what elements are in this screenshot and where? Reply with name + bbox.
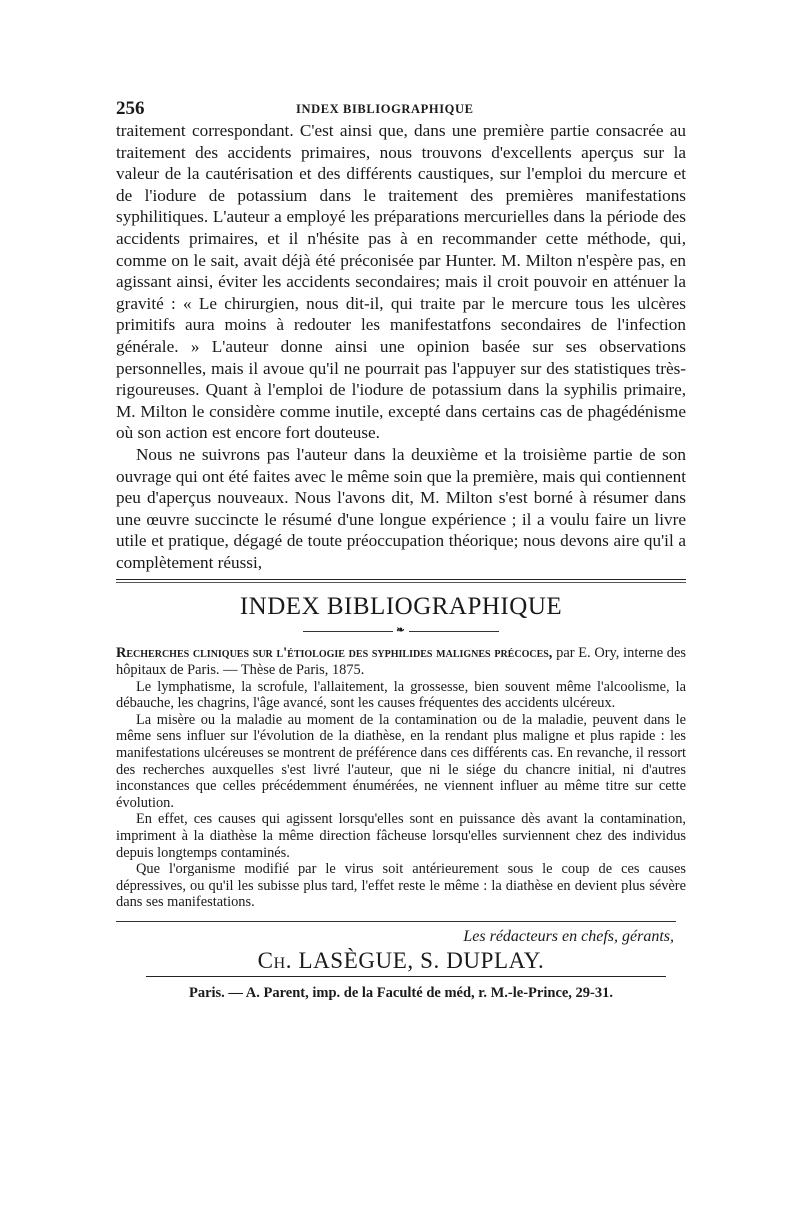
printer-imprint: Paris. — A. Parent, imp. de la Faculté de méd, r. M.-le-Prince, 29-31. [188, 984, 614, 1001]
section-divider [116, 579, 686, 583]
ornament-rule-left [303, 631, 393, 632]
footer-divider [116, 921, 676, 922]
ornament-icon: ❧ [396, 625, 406, 637]
page-number: 256 [116, 98, 145, 119]
editor-prefix: Ch. [257, 947, 293, 973]
page-header [116, 96, 686, 120]
running-head: INDEX BIBLIOGRAPHIQUE [296, 102, 474, 116]
entry-paragraph: En effet, ces causes qui agissent lorsqu'elles sont en puissance dès avant la contamination, impriment à la diathèse la même direction fâcheuse lorsqu'elles surviennent chez des individus depuis longtemps contaminés. [116, 811, 686, 861]
entry-author: par E. Ory, interne des hôpitaux de Paris. — Thèse de Paris, 1875. [116, 645, 686, 679]
entry-paragraph: Le lymphatisme, la scrofule, l'allaitement, la grossesse, bien souvent même l'alcoolisme, la débauche, les chagrins, l'âge avancé, sont les causes fréquentes des accidents ulcéreux. [116, 678, 686, 712]
imprint-divider [146, 976, 666, 977]
editor-surnames: LASÈGUE, S. DUPLAY. [298, 947, 545, 973]
document-page [116, 96, 686, 1002]
index-entry [116, 645, 686, 911]
entry-title: Recherches cliniques sur l'étiologie des syphilides malignes précoces, [116, 645, 553, 662]
ornament-rule-right [409, 631, 499, 632]
entry-paragraph: Que l'organisme modifié par le virus soit antérieurement sous le coup de ces causes dépressives, ou qu'il les subisse plus tard, l'effet reste le même : la diathèse en devient plus sévère dans ses manifestations. [116, 861, 686, 911]
review-paragraph: traitement correspondant. C'est ainsi que, dans une première partie consacrée au traitement des accidents primaires, nous trouvons d'excellents aperçus sur la valeur de la cautérisation et des différents caustiques, sur l'emploi du mercure et de l'iodure de potassium dans le traitement des premières manifestations syphilitiques. L'auteur a employé les préparations mercurielles dans la période des accidents primaires, et il n'hésite pas à en recommander cette méthode, qui, comme on le sait, avait déjà été préconisée par Hunter. M. Milton n'espère pas, en agissant ainsi, éviter les accidents secondaires; mais il croit pouvoir en atténuer la gravité : « Le chirurgien, nous dit-il, qui traite par le mercure tous les ulcères primitifs aura moins à redouter les manifestatfons secondaires de l'infection générale. » L'auteur donne ainsi une opinion basée sur ses observations personnelles, mais il avoue qu'il ne pourrait pas l'appuyer sur des statistiques très-rigoureuses. Quant à l'emploi de l'iodure de potassium dans la syphilis primaire, M. Milton le considère comme inutile, excepté dans certains cas de phagédénisme où son action est encore fort douteuse. [116, 121, 686, 443]
ornament-divider [116, 625, 686, 637]
review-paragraph: Nous ne suivrons pas l'auteur dans la deuxième et la troisième partie de son ouvrage qui ont été faites avec le même soin que la première, mais qui contiennent peu d'aperçus nouveaux. Nous l'avons dit, M. Milton s'est borné à résumer dans une œuvre succincte le résumé d'une longue expérience ; il a voulu faire un livre utile et pratique, dégagé de toute préoccupation théorique; nous devons aire qu'il a complètement réussi, [116, 444, 686, 572]
entry-heading [116, 645, 686, 678]
editors-label: Les rédacteurs en chefs, gérants, [463, 927, 674, 945]
index-heading: INDEX BIBLIOGRAPHIQUE [239, 593, 563, 621]
entry-paragraph: La misère ou la maladie au moment de la contamination ou de la maladie, peuvent dans le même sens influer sur l'évolution de la diathèse, en la rendant plus maligne et plus rapide : les manifestations ulcéreuses se montrent de préférence dans ces différents cas. En revanche, il ressort des recherches auxquelles s'est livré l'auteur, que ni le siége du chancre initial, ni d'autres inconstances que celles précédemment énumérées, ne viennent influer au même titre sur cette évolution. [116, 711, 686, 811]
editor-names [116, 948, 686, 974]
review-text [116, 120, 686, 573]
